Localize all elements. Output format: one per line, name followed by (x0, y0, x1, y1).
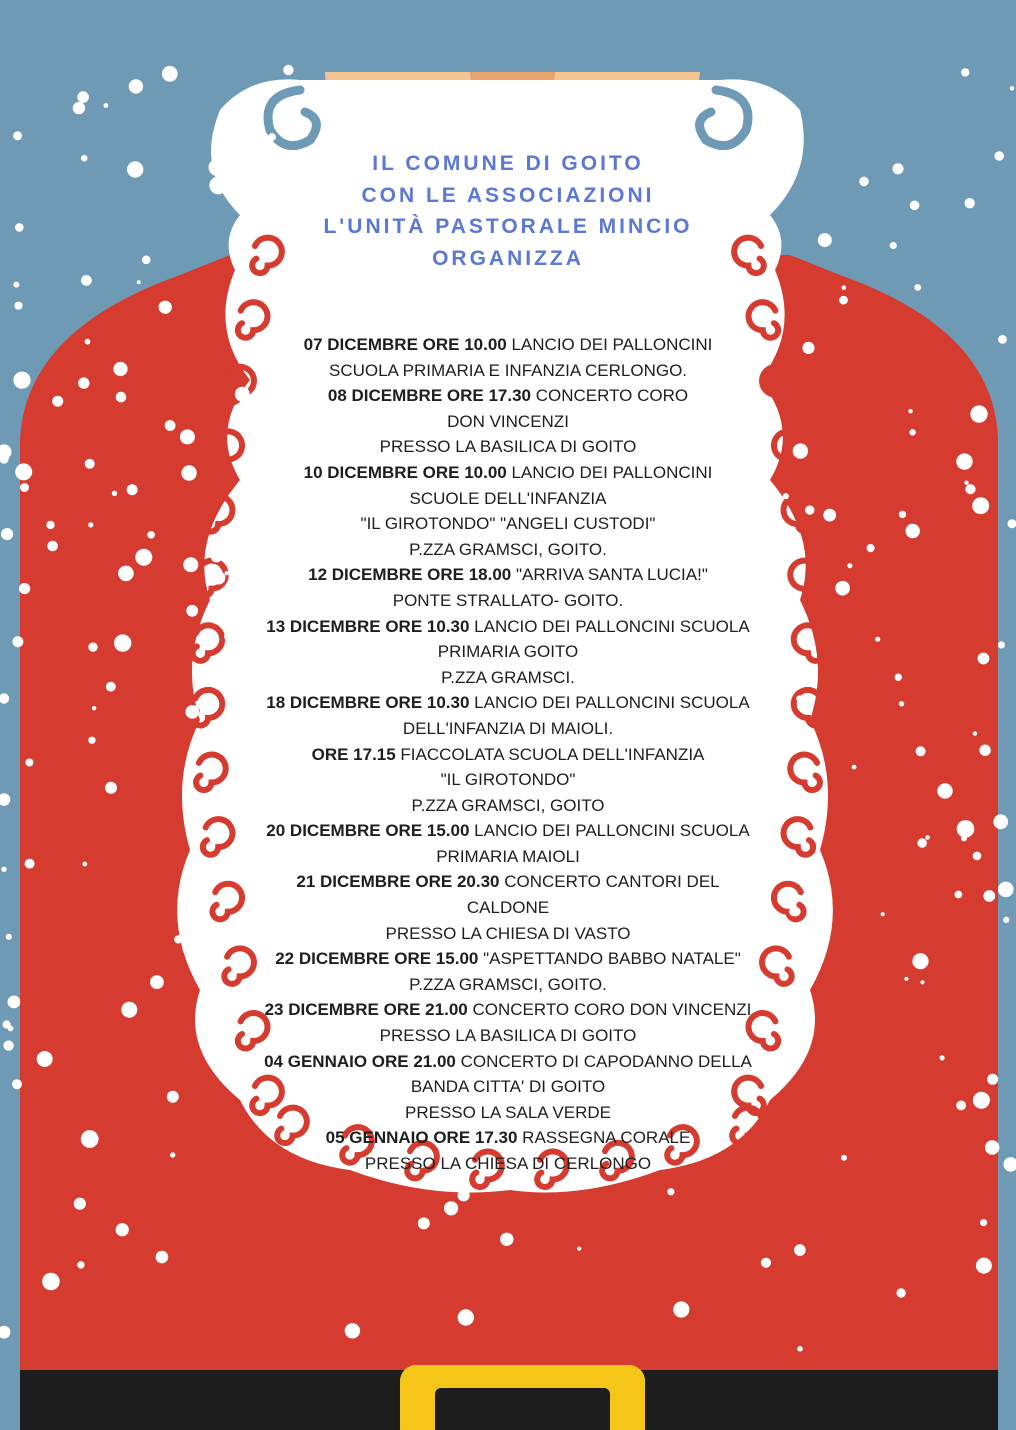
event-description: PRIMARIA MAIOLI (436, 846, 580, 866)
snowflake-dot (965, 484, 975, 494)
snowflake-dot (88, 737, 95, 744)
event-description: P.ZZA GRAMSCI, GOITO. (409, 539, 607, 559)
snowflake-dot (993, 814, 1008, 829)
event-description: P.ZZA GRAMSCI. (441, 667, 575, 687)
snowflake-dot (973, 1092, 990, 1109)
organizers-header (258, 148, 758, 274)
snowflake-dot (987, 1074, 998, 1085)
event-description: CALDONE (466, 898, 550, 918)
snowflake-dot (209, 159, 227, 177)
program-line (183, 844, 833, 870)
snowflake-dot (113, 362, 127, 376)
snowflake-dot (88, 642, 97, 651)
snowflake-dot (1003, 917, 1009, 923)
snowflake-dot (961, 835, 967, 841)
event-date: 21 DICEMBRE ORE 20.30 (296, 872, 500, 892)
event-date: ORE 17.15 (311, 744, 396, 764)
program-line (183, 537, 833, 563)
event-description: FIACCOLATA SCUOLA DELL'INFANZIA (395, 744, 705, 764)
program-line (183, 639, 833, 665)
program-line (183, 972, 833, 998)
event-description: PRESSO LA SALA VERDE (405, 1102, 611, 1122)
snowflake-dot (129, 79, 143, 93)
snowflake-dot (12, 1079, 22, 1089)
snowflake-dot (673, 1301, 689, 1317)
event-description: LANCIO DEI PALLONCINI SCUOLA (469, 821, 750, 841)
snowflake-dot (268, 133, 276, 141)
snowflake-dot (956, 1101, 966, 1111)
program-line (183, 742, 833, 768)
program-line (183, 409, 833, 435)
snowflake-dot (1, 867, 6, 872)
snowflake-dot (118, 566, 134, 582)
snowflake-dot (973, 852, 982, 861)
snowflake-dot (25, 859, 35, 869)
header-line: L'UNITÀ PASTORALE MINCIO (323, 215, 693, 238)
snowflake-dot (147, 531, 155, 539)
snowflake-dot (170, 1152, 175, 1157)
snowflake-dot (13, 282, 19, 288)
snowflake-dot (955, 891, 963, 899)
snowflake-dot (881, 912, 885, 916)
program-line (183, 486, 833, 512)
snowflake-dot (418, 1217, 430, 1229)
snowflake-dot (13, 372, 30, 389)
program-line (183, 1023, 833, 1049)
snowflake-dot (978, 653, 990, 665)
snowflake-dot (964, 481, 968, 485)
snowflake-dot (940, 1055, 945, 1060)
snowflake-dot (916, 746, 926, 756)
snowflake-dot (77, 1261, 84, 1268)
snowflake-dot (925, 835, 930, 840)
snowflake-dot (852, 765, 857, 770)
snowflake-dot (970, 405, 987, 422)
snowflake-dot (156, 1251, 169, 1264)
program-line (183, 332, 833, 358)
program-line (183, 1125, 833, 1151)
snowflake-dot (15, 463, 32, 480)
snowflake-dot (842, 285, 847, 290)
snowflake-dot (973, 731, 977, 735)
snowflake-dot (893, 163, 904, 174)
event-description: RASSEGNA CORALE (517, 1128, 691, 1148)
event-date: 05 GENNAIO ORE 17.30 (325, 1128, 518, 1148)
snowflake-dot (458, 1309, 474, 1325)
snowflake-dot (82, 862, 87, 867)
snowflake-dot (1, 528, 13, 540)
program-line (183, 793, 833, 819)
snowflake-dot (908, 409, 912, 413)
snowflake-dot (972, 497, 989, 514)
snowflake-dot (78, 377, 89, 388)
snowflake-dot (895, 674, 902, 681)
snowflake-dot (150, 975, 164, 989)
snowflake-dot (239, 224, 254, 239)
snowflake-dot (3, 1020, 11, 1028)
snowflake-dot (979, 745, 990, 756)
snowflake-dot (167, 1091, 179, 1103)
snowflake-dot (77, 91, 89, 103)
event-description: SCUOLA PRIMARIA E INFANZIA CERLONGO. (328, 360, 688, 380)
event-description: P.ZZA GRAMSCI, GOITO (411, 795, 605, 815)
snowflake-dot (983, 890, 995, 902)
program-line (183, 434, 833, 460)
snowflake-dot (890, 242, 897, 249)
snowflake-dot (127, 161, 143, 177)
snowflake-dot (1010, 86, 1014, 90)
snowflake-dot (998, 641, 1005, 648)
program-line (183, 562, 833, 588)
snowflake-dot (47, 541, 58, 552)
snowflake-dot (112, 491, 117, 496)
snowflake-dot (917, 838, 927, 848)
event-date: 12 DICEMBRE ORE 18.00 (308, 565, 512, 585)
program-line (183, 1074, 833, 1100)
snowflake-dot (105, 782, 117, 794)
snowflake-dot (81, 275, 92, 286)
header-line: CON LE ASSOCIAZIONI (361, 183, 655, 207)
snowflake-dot (85, 459, 95, 469)
snowflake-dot (937, 783, 952, 798)
event-description: "ASPETTANDO BABBO NATALE" (478, 949, 741, 969)
snowflake-dot (13, 131, 22, 140)
event-description: DON VINCENZI (447, 411, 569, 431)
program-line (183, 588, 833, 614)
snowflake-dot (899, 701, 904, 706)
event-description: CONCERTO DI CAPODANNO DELLA (455, 1051, 752, 1071)
snowflake-dot (81, 1130, 99, 1148)
snowflake-dot (88, 522, 93, 527)
snowflake-dot (909, 429, 915, 435)
snowflake-dot (37, 1051, 53, 1067)
snowflake-dot (904, 977, 908, 981)
program-line (183, 895, 833, 921)
event-date: 13 DICEMBRE ORE 10.30 (266, 616, 470, 636)
snowflake-dot (14, 302, 22, 310)
event-description: CONCERTO CORO DON VINCENZI (467, 1000, 752, 1020)
program-line (183, 614, 833, 640)
snowflake-dot (116, 392, 127, 403)
snowflake-dot (209, 177, 227, 195)
program-line (183, 690, 833, 716)
snowflake-dot (667, 1188, 674, 1195)
snowflake-dot (104, 103, 109, 108)
snowflake-dot (465, 1184, 470, 1189)
event-date: 07 DICEMBRE ORE 10.00 (303, 335, 507, 354)
snowflake-dot (159, 301, 172, 314)
snowflake-dot (19, 583, 30, 594)
snowflake-dot (92, 706, 96, 710)
snowflake-dot (906, 524, 920, 538)
snowflake-dot (956, 453, 972, 469)
snowflake-dot (127, 484, 138, 495)
event-description: PRESSO LA BASILICA DI GOITO (379, 1026, 637, 1046)
snowflake-dot (73, 102, 85, 114)
snowflake-dot (914, 284, 921, 291)
snowflake-dot (25, 759, 33, 767)
event-description: SCUOLE DELL'INFANZIA (409, 488, 607, 508)
snowflake-dot (998, 335, 1007, 344)
snowflake-dot (839, 296, 848, 305)
snowflake-dot (841, 1155, 847, 1161)
snowflake-dot (174, 935, 182, 943)
program-line (183, 869, 833, 895)
snowflake-dot (965, 198, 975, 208)
snowflake-dot (500, 1233, 513, 1246)
events-program (183, 332, 833, 1177)
snowflake-dot (74, 1198, 86, 1210)
snowflake-dot (961, 68, 969, 76)
snowflake-dot (162, 66, 178, 82)
snowflake-dot (957, 820, 975, 838)
snowflake-dot (114, 634, 131, 651)
snowflake-dot (345, 1323, 360, 1338)
snowflake-dot (910, 201, 920, 211)
belt-buckle-hole (435, 1388, 610, 1430)
snowflake-dot (920, 980, 924, 984)
snowflake-dot (12, 636, 23, 647)
event-description: CONCERTO CANTORI DEL (499, 872, 720, 892)
snowflake-dot (42, 1273, 60, 1291)
event-description: PRESSO LA CHIESA DI VASTO (385, 923, 631, 943)
event-date: 08 DICEMBRE ORE 17.30 (327, 386, 532, 406)
event-date: 22 DICEMBRE ORE 15.00 (275, 949, 479, 969)
snowflake-dot (444, 1201, 458, 1215)
snowflake-dot (994, 151, 1004, 161)
snowflake-dot (116, 1223, 129, 1236)
snowflake-dot (859, 177, 869, 187)
snowflake-dot (875, 637, 880, 642)
snowflake-dot (985, 1140, 999, 1154)
program-line (183, 818, 833, 844)
event-description: PONTE STRALLATO- GOITO. (392, 590, 624, 610)
snowflake-dot (896, 1288, 905, 1297)
header-line: ORGANIZZA (432, 246, 584, 270)
program-line (183, 767, 833, 793)
snowflake-dot (998, 882, 1014, 898)
event-description: DELL'INFANZIA DI MAIOLI. (402, 718, 614, 738)
snowflake-dot (106, 682, 116, 692)
snowflake-dot (794, 1244, 806, 1256)
snowflake-dot (85, 339, 91, 345)
snowflake-dot (46, 521, 54, 529)
event-date: 23 DICEMBRE ORE 21.00 (264, 1000, 468, 1020)
snowflake-dot (797, 1346, 803, 1352)
event-description: "IL GIROTONDO" "ANGELI CUSTODI" (360, 514, 656, 534)
snowflake-dot (20, 483, 29, 492)
snowflake-dot (52, 396, 63, 407)
snowflake-dot (142, 255, 151, 264)
event-description: LANCIO DEI PALLONCINI SCUOLA (469, 693, 750, 713)
snowflake-dot (980, 1219, 987, 1226)
snowflake-dot (976, 1258, 992, 1274)
snowflake-dot (577, 1247, 581, 1251)
event-description: BANDA CITTA' DI GOITO (410, 1077, 606, 1097)
header-line: IL COMUNE DI GOITO (372, 152, 644, 175)
snowflake-dot (15, 223, 24, 232)
program-line (183, 460, 833, 486)
event-description: LANCIO DEI PALLONCINI SCUOLA (469, 616, 750, 636)
snowflake-dot (835, 581, 850, 596)
event-description: PRESSO LA CHIESA DI CERLONGO (364, 1154, 652, 1173)
event-description: "IL GIROTONDO" (440, 770, 576, 790)
program-line (183, 1049, 833, 1075)
snowflake-dot (137, 280, 141, 284)
program-line (183, 1100, 833, 1126)
snowflake-dot (761, 1258, 771, 1268)
event-description: LANCIO DEI PALLONCINI (506, 462, 713, 482)
snowflake-dot (867, 544, 875, 552)
event-description: LANCIO DEI PALLONCINI (506, 335, 713, 354)
event-description: PRIMARIA GOITO (437, 642, 579, 662)
event-date: 18 DICEMBRE ORE 10.30 (266, 693, 470, 713)
snowflake-dot (3, 1040, 13, 1050)
program-line (183, 1151, 833, 1177)
event-description: CONCERTO CORO (531, 386, 689, 406)
snowflake-dot (458, 1189, 470, 1201)
program-line (183, 383, 833, 409)
snowflake-dot (121, 1002, 137, 1018)
snowflake-dot (6, 934, 12, 940)
snowflake-dot (165, 420, 176, 431)
event-description: "ARRIVA SANTA LUCIA!" (511, 565, 708, 585)
program-line (183, 997, 833, 1023)
snowflake-dot (847, 563, 852, 568)
program-line (183, 946, 833, 972)
program-line (183, 716, 833, 742)
snowflake-dot (899, 511, 906, 518)
program-line (183, 921, 833, 947)
event-description: PRESSO LA BASILICA DI GOITO (379, 437, 637, 457)
program-line (183, 511, 833, 537)
program-line (183, 358, 833, 384)
snowflake-dot (912, 953, 928, 969)
snowflake-dot (135, 549, 152, 566)
snowflake-dot (81, 155, 88, 162)
event-date: 20 DICEMBRE ORE 15.00 (266, 821, 470, 841)
program-line (183, 665, 833, 691)
snowflake-dot (7, 996, 20, 1009)
event-date: 04 GENNAIO ORE 21.00 (264, 1051, 456, 1071)
snowflake-dot (818, 233, 832, 247)
event-date: 10 DICEMBRE ORE 10.00 (303, 462, 507, 482)
event-description: P.ZZA GRAMSCI, GOITO. (409, 974, 607, 994)
snowflake-dot (283, 65, 293, 75)
snowflake-dot (235, 267, 246, 278)
